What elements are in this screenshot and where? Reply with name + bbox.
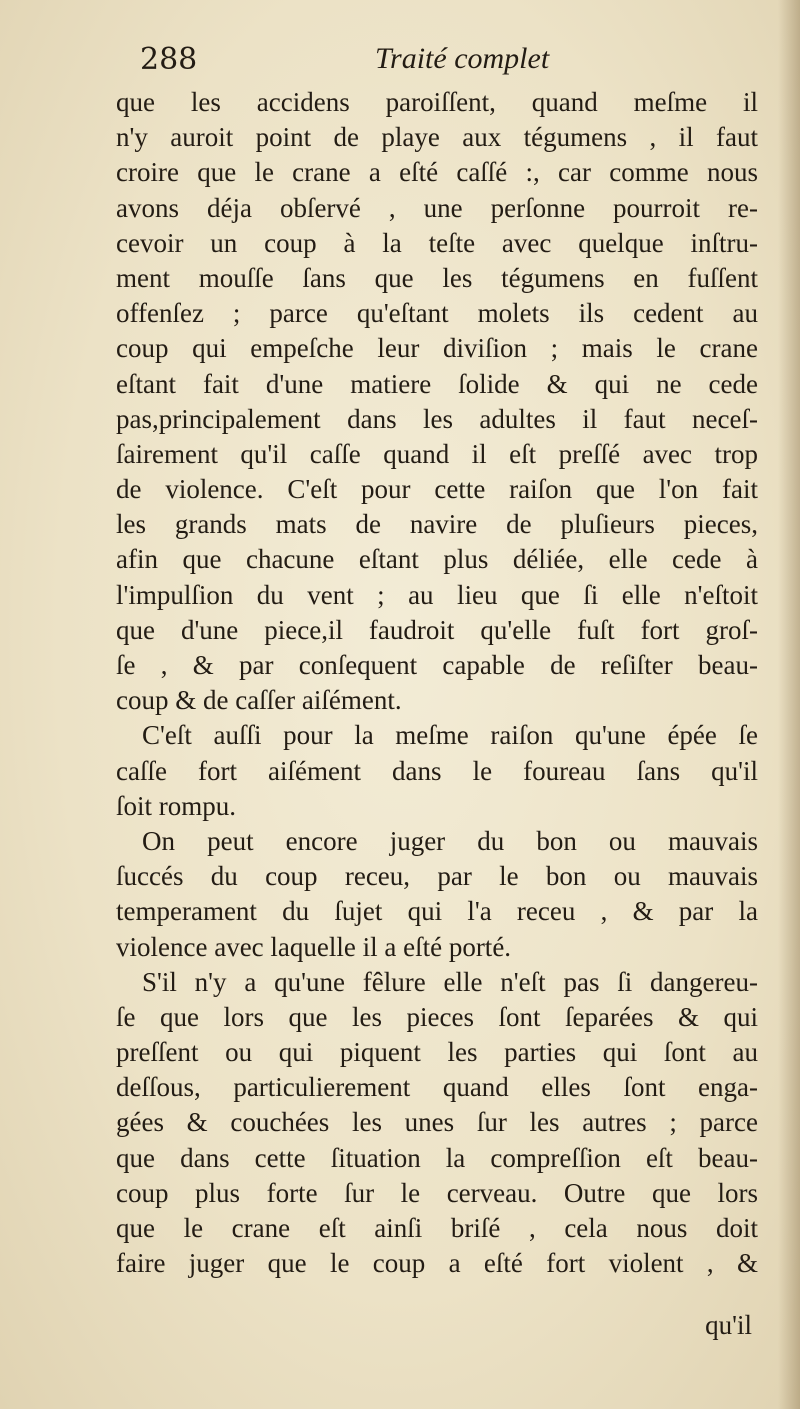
text-line: que les accidens paroiſſent, quand meſme il: [116, 87, 758, 117]
body-text: [116, 85, 758, 1281]
text-line: ment mouſſe ſans que les tégumens en fuſſent: [116, 262, 758, 293]
text-line: que dans cette ſituation la compreſſion eſt beau-: [116, 1142, 758, 1173]
text-line: preſſent ou qui piquent les parties qui ſont au: [116, 1037, 758, 1068]
text-line: ſairement qu'il caſſe quand il eſt preſſé avec trop: [116, 438, 758, 469]
running-title: Traité complet: [375, 42, 550, 75]
text-line: ſe que lors que les pieces ſont ſeparées & qui: [116, 1001, 758, 1032]
text-line: gées & couchées les unes ſur les autres ; parce: [116, 1107, 758, 1138]
text-line: ſuccés du coup receu, par le bon ou mauvais: [116, 861, 758, 892]
text-line: l'impulſion du vent ; au lieu que ſi elle n'eſtoit: [116, 579, 758, 610]
text-line: deſſous, particulierement quand elles ſont enga-: [116, 1072, 758, 1103]
text-line: n'y auroit point de playe aux tégumens , il faut: [116, 122, 758, 153]
text-line: afin que chacune eſtant plus déliée, elle cede à: [116, 544, 758, 575]
text-line: de violence. C'eſt pour cette raiſon que l'on fait: [116, 474, 758, 505]
text-line: croire que le crane a eſté caſſé :, car comme nous: [116, 157, 758, 188]
catchword: qu'il: [705, 1310, 752, 1340]
text-line: eſtant fait d'une matiere ſolide & qui ne cede: [116, 368, 758, 399]
text-line: caſſe fort aiſément dans le foureau ſans qu'il: [116, 755, 758, 786]
text-line: S'il n'y a qu'une fêlure elle n'eſt pas ſi dangereu-: [142, 966, 758, 997]
text-line: temperament du ſujet qui l'a receu , & par la: [116, 896, 758, 927]
text-line: violence avec laquelle il a eſté porté.: [116, 931, 512, 962]
text-line: coup plus forte ſur le cerveau. Outre que lors: [116, 1177, 758, 1208]
text-line: ſoit rompu.: [116, 790, 236, 821]
text-line: que d'une piece,il faudroit qu'elle fuſt fort groſ-: [116, 614, 758, 645]
text-line: offenſez ; parce qu'eſtant molets ils cedent au: [116, 298, 758, 329]
text-line: pas,principalement dans les adultes il faut neceſ-: [116, 403, 758, 434]
text-line: ſe , & par conſequent capable de reſiſter beau-: [116, 650, 758, 680]
page-number: 288: [140, 42, 198, 77]
text-line: que le crane eſt ainſi briſé , cela nous doit: [116, 1213, 758, 1243]
text-line: avons déja obſervé , une perſonne pourroit re-: [116, 192, 758, 223]
text-line: C'eſt auſſi pour la meſme raiſon qu'une épée ſe: [142, 720, 758, 751]
running-head: [140, 38, 740, 88]
text-line: coup qui empeſche leur diviſion ; mais le crane: [116, 333, 758, 364]
text-line: On peut encore juger du bon ou mauvais: [142, 825, 758, 856]
text-line: coup & de caſſer aiſément.: [116, 685, 402, 716]
text-line: faire juger que le coup a eſté fort violent , &: [116, 1248, 758, 1279]
text-line: les grands mats de navire de pluſieurs pieces,: [116, 509, 758, 540]
text-line: cevoir un coup à la teſte avec quelque inſtru-: [116, 227, 758, 258]
